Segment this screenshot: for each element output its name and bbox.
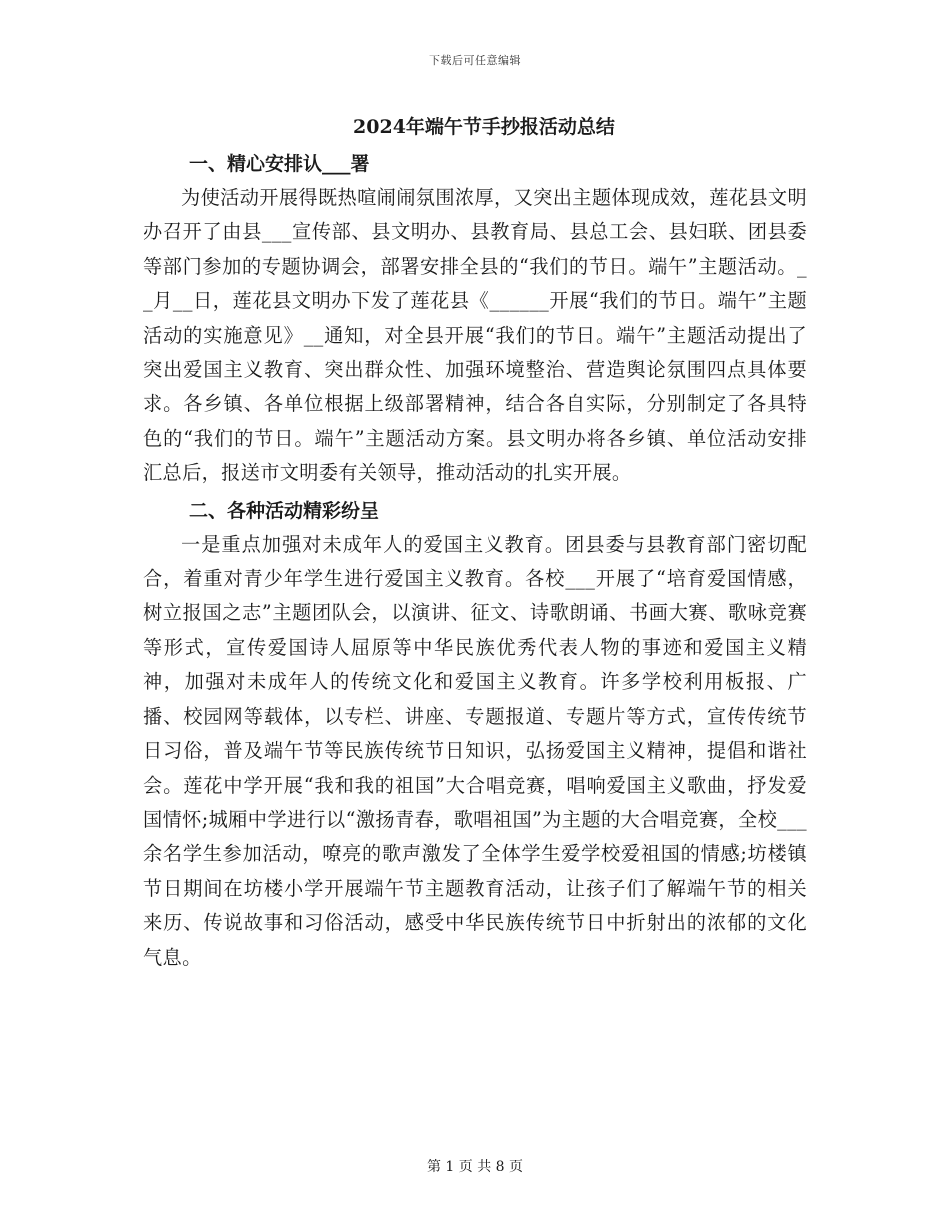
page-number: 第 1 页 共 8 页 [426, 1159, 524, 1175]
document-title: 2024年端午节手抄报活动总结 [353, 116, 615, 138]
section-1-paragraph: 为使活动开展得既热喧闹闹氛围浓厚，又突出主题体现成效，莲花县文明办召开了由县___宣传部、县文明办、县教育局、县总工会、县妇联、团县委等部门参加的专题协调会，部署安排全县的“我们的节日。端午”主题活动。__月__日，莲花县文明办下发了莲花县《______开展“我们的节日。端午”主题活动的实施意见》__通知，对全县开展“我们的节日。端午”主题活动提出了突出爱国主义教育、突出群众性、加强环境整治、营造舆论氛围四点具体要求。各乡镇、各单位根据上级部署精神，结合各自实际，分别制定了各具特色的“我们的节日。端午”主题活动方案。县文明办将各乡镇、单位活动安排汇总后，报送市文明委有关领导，推动活动的扎实开展。 [143, 186, 807, 485]
section-2-paragraph: 一是重点加强对未成年人的爱国主义教育。团县委与县教育部门密切配合，着重对青少年学生进行爱国主义教育。各校___开展了“培育爱国情感，树立报国之志”主题团队会，以演讲、征文、诗歌朗诵、书画大赛、歌咏竞赛等形式，宣传爱国诗人屈原等中华民族优秀代表人物的事迹和爱国主义精神，加强对未成年人的传统文化和爱国主义教育。许多学校利用板报、广播、校园网等载体，以专栏、讲座、专题报道、专题片等方式，宣传传统节日习俗，普及端午节等民族传统节日知识，弘扬爱国主义精神，提倡和谐社会。莲花中学开展“我和我的祖国”大合唱竞赛，唱响爱国主义歌曲，抒发爱国情怀;城厢中学进行以“激扬青春，歌唱祖国”为主题的大合唱竞赛，全校___余名学生参加活动，嘹亮的歌声激发了全体学生爱学校爱祖国的情感;坊楼镇节日期间在坊楼小学开展端午节主题教育活动，让孩子们了解端午节的相关来历、传说故事和习俗活动，感受中华民族传统节日中折射出的浓郁的文化气息。 [143, 532, 808, 969]
section-heading-2: 二、各种活动精彩纷呈 [189, 499, 380, 522]
section-heading-1: 一、精心安排认___署 [189, 153, 370, 175]
document-body [143, 112, 807, 975]
page-header-note: 下载后可任意编辑 [429, 54, 521, 67]
